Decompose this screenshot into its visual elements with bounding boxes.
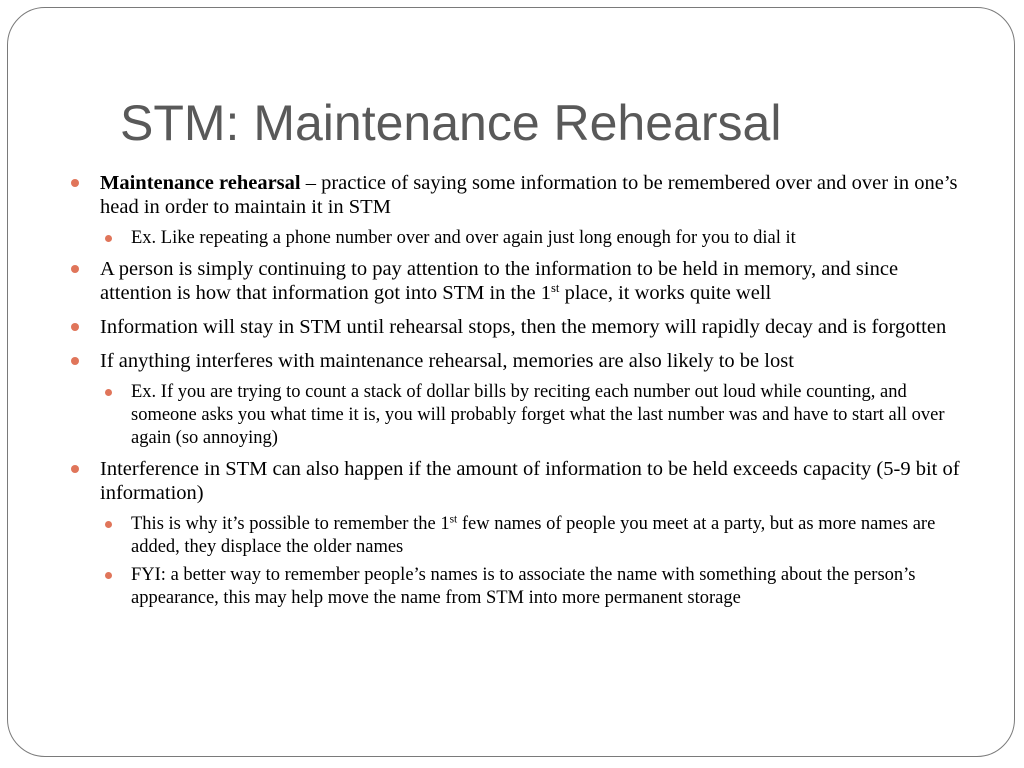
sub-bullet-dot-icon <box>105 572 112 579</box>
sub-bullet-item <box>100 381 971 450</box>
bullet-text: place, it works quite well <box>559 282 772 304</box>
sub-bullet-text: Ex. Like repeating a phone number over and over again just long enough for you to dial it <box>131 228 796 248</box>
bullet-text: Information will stay in STM until rehearsal stops, then the memory will rapidly decay and is forgotten <box>100 316 947 338</box>
superscript: st <box>449 513 458 526</box>
sub-bullet-text: This is why it’s possible to remember the 1 <box>131 514 450 534</box>
sub-bullet-dot-icon <box>105 389 112 396</box>
sub-bullet-item <box>100 564 971 610</box>
bullet-item <box>66 315 971 339</box>
bullet-dot-icon <box>71 265 79 273</box>
superscript: st <box>550 281 560 296</box>
bullet-term: Maintenance rehearsal <box>100 172 301 194</box>
sub-bullet-item <box>100 227 971 250</box>
sub-bullet-dot-icon <box>105 521 112 528</box>
bullet-item <box>66 171 971 219</box>
bullet-item <box>66 349 971 373</box>
bullet-text: – practice of saying some information to be remembered over and over in one’s head in order to maintain it in STM <box>100 172 958 218</box>
bullet-dot-icon <box>71 465 79 473</box>
sub-bullet-item <box>100 513 971 559</box>
bullet-dot-icon <box>71 323 79 331</box>
bullet-dot-icon <box>71 357 79 365</box>
bullet-text: Interference in STM can also happen if the amount of information to be held exceeds capacity (5-9 bit of information) <box>100 458 960 504</box>
sub-bullet-text: FYI: a better way to remember people’s names is to associate the name with something about the person’s appearance, this may help move the name from STM into more permanent storage <box>131 565 916 608</box>
bullet-dot-icon <box>71 179 79 187</box>
bullet-text: If anything interferes with maintenance rehearsal, memories are also likely to be lost <box>100 350 794 372</box>
bullet-item <box>66 257 971 305</box>
sub-bullet-dot-icon <box>105 235 112 242</box>
sub-bullet-text: few names of people you meet at a party, but as more names are added, they displace the older names <box>131 514 936 557</box>
sub-bullet-text: Ex. If you are trying to count a stack of dollar bills by reciting each number out loud while counting, and someone asks you what time it is, you will probably forget what the last number was and have to start all over again (so annoying) <box>131 382 945 448</box>
slide <box>7 7 1015 757</box>
slide-title: STM: Maintenance Rehearsal <box>120 95 782 151</box>
bullet-list <box>66 171 971 617</box>
bullet-text: A person is simply continuing to pay attention to the information to be held in memory, and since attention is how that information got into STM in the 1 <box>100 258 899 304</box>
bullet-item <box>66 457 971 505</box>
